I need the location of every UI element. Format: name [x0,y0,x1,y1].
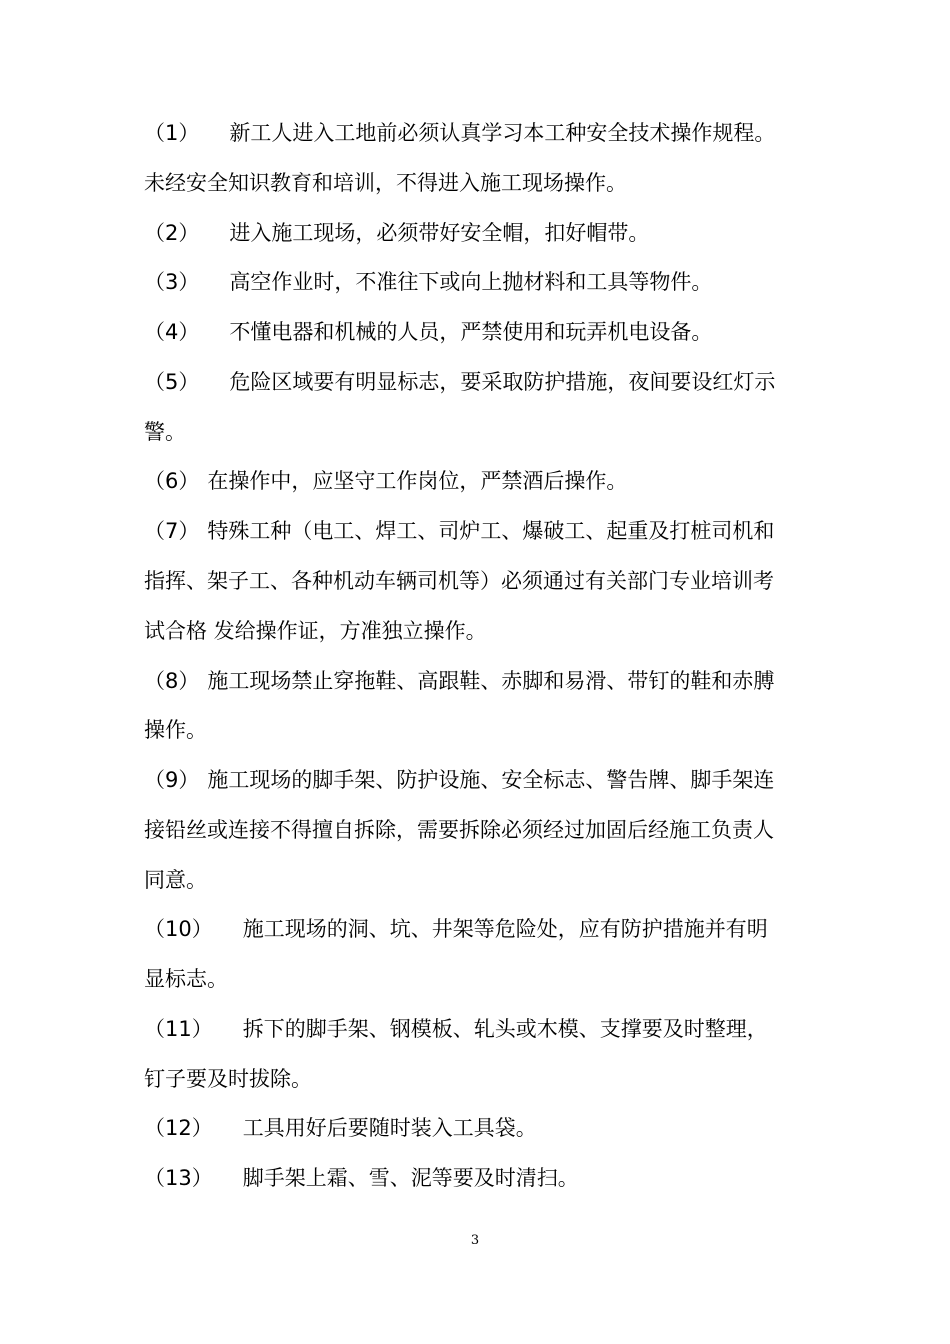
rule-11-line-2: 钉子要及时拔除。 [144,1067,312,1091]
rule-4-text: 不懂电器和机械的人员，严禁使用和玩弄机电设备。 [229,320,713,344]
rule-5-line-2: 警。 [144,420,186,444]
rule-3-number: （3） [144,270,200,294]
rule-7-line-3: 试合格 发给操作证，方准独立操作。 [144,619,487,643]
rule-2-number: （2） [144,221,200,245]
rule-5-line-1 [144,367,824,397]
rule-7-text: 特殊工种（电工、焊工、司炉工、爆破工、起重及打桩司机和 [207,519,775,543]
rule-10-number: （10） [144,917,213,941]
rule-8-text: 施工现场禁止穿拖鞋、高跟鞋、赤脚和易滑、带钉的鞋和赤膊 [207,669,775,693]
rule-1-text: 新工人进入工地前必须认真学习本工种安全技术操作规程。 [229,121,776,145]
rule-3-text: 高空作业时，不准往下或向上抛材料和工具等物件。 [229,270,713,294]
rule-6-text: 在操作中，应坚守工作岗位，严禁酒后操作。 [207,469,628,493]
rule-12-number: （12） [144,1116,213,1140]
rule-5-text: 危险区域要有明显标志，要采取防护措施，夜间要设红灯示 [229,370,776,394]
rule-8-line-1 [144,666,824,696]
rule-5-number: （5） [144,370,200,394]
rule-12-line-1 [144,1113,824,1143]
page-number: 3 [470,1233,480,1248]
rule-7-line-1 [144,516,824,546]
rule-12-text: 工具用好后要随时装入工具袋。 [242,1116,537,1140]
rule-8-number: （8） [144,669,200,693]
rule-1-line-2: 未经安全知识教育和培训，不得进入施工现场操作。 [144,171,627,195]
rule-10-line-2: 显标志。 [144,967,228,991]
rule-6-line-1 [144,466,824,496]
rule-10-line-1 [144,914,824,944]
rule-8-line-2: 操作。 [144,718,207,742]
rule-9-text: 施工现场的脚手架、防护设施、安全标志、警告牌、脚手架连 [207,768,775,792]
rule-9-number: （9） [144,768,200,792]
rule-2-line-1 [144,218,824,248]
rule-11-line-1 [144,1014,824,1044]
rule-4-number: （4） [144,320,200,344]
rule-7-number: （7） [144,519,200,543]
rule-11-text: 拆下的脚手架、钢模板、轧头或木模、支撑要及时整理， [242,1017,768,1041]
rule-7-line-2: 指挥、架子工、各种机动车辆司机等）必须通过有关部门专业培训考 [144,569,774,593]
rule-2-text: 进入施工现场，必须带好安全帽，扣好帽带。 [229,221,650,245]
rule-9-line-3: 同意。 [144,868,207,892]
rule-13-text: 脚手架上霜、雪、泥等要及时清扫。 [242,1166,579,1190]
rule-13-number: （13） [144,1166,213,1190]
rule-9-line-1 [144,765,824,795]
rule-11-number: （11） [144,1017,213,1041]
rule-1-number: （1） [144,121,200,145]
rule-6-number: （6） [144,469,200,493]
rule-1-line-1 [144,118,824,148]
rule-13-line-1 [144,1163,824,1193]
rule-3-line-1 [144,267,824,297]
rule-9-line-2: 接铅丝或连接不得擅自拆除，需要拆除必须经过加固后经施工负责人 [144,818,774,842]
rule-10-text: 施工现场的洞、坑、井架等危险处，应有防护措施并有明 [242,917,768,941]
rule-4-line-1 [144,317,824,347]
